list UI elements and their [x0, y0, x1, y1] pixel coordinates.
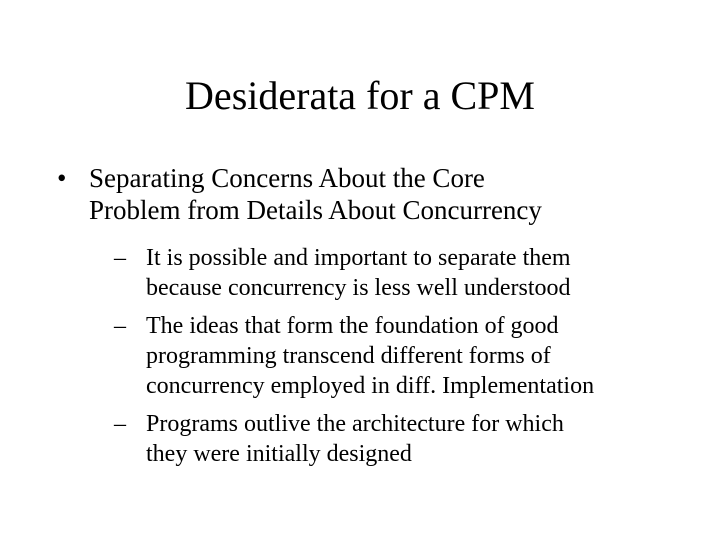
sub-bullet-2-line-1: The ideas that form the foundation of good — [146, 313, 559, 339]
main-bullet-line-2: Problem from Details About Concurrency — [89, 195, 542, 225]
sub-bullet-list — [114, 243, 672, 469]
sub-bullet-3 — [114, 409, 672, 469]
sub-bullet-1-line-2: because concurrency is less well understood — [146, 275, 571, 301]
sub-bullet-1 — [114, 243, 672, 303]
sub-bullet-2-line-2: programming transcend different forms of — [146, 343, 551, 369]
sub-bullet-3-line-2: they were initially designed — [146, 441, 412, 467]
sub-bullet-1-line-1: It is possible and important to separate them — [146, 245, 571, 271]
slide-content — [52, 162, 672, 477]
bullet-marker: • — [57, 163, 67, 193]
sub-bullet-2-line-3: concurrency employed in diff. Implementation — [146, 373, 595, 399]
dash-marker: – — [114, 313, 126, 339]
sub-bullet-2 — [114, 311, 672, 401]
main-bullet — [52, 162, 672, 226]
sub-bullet-3-line-1: Programs outlive the architecture for which — [146, 411, 564, 437]
main-bullet-line-1: Separating Concerns About the Core — [89, 163, 485, 193]
dash-marker: – — [114, 411, 126, 437]
slide-title: Desiderata for a CPM — [185, 73, 535, 118]
dash-marker: – — [114, 245, 126, 271]
